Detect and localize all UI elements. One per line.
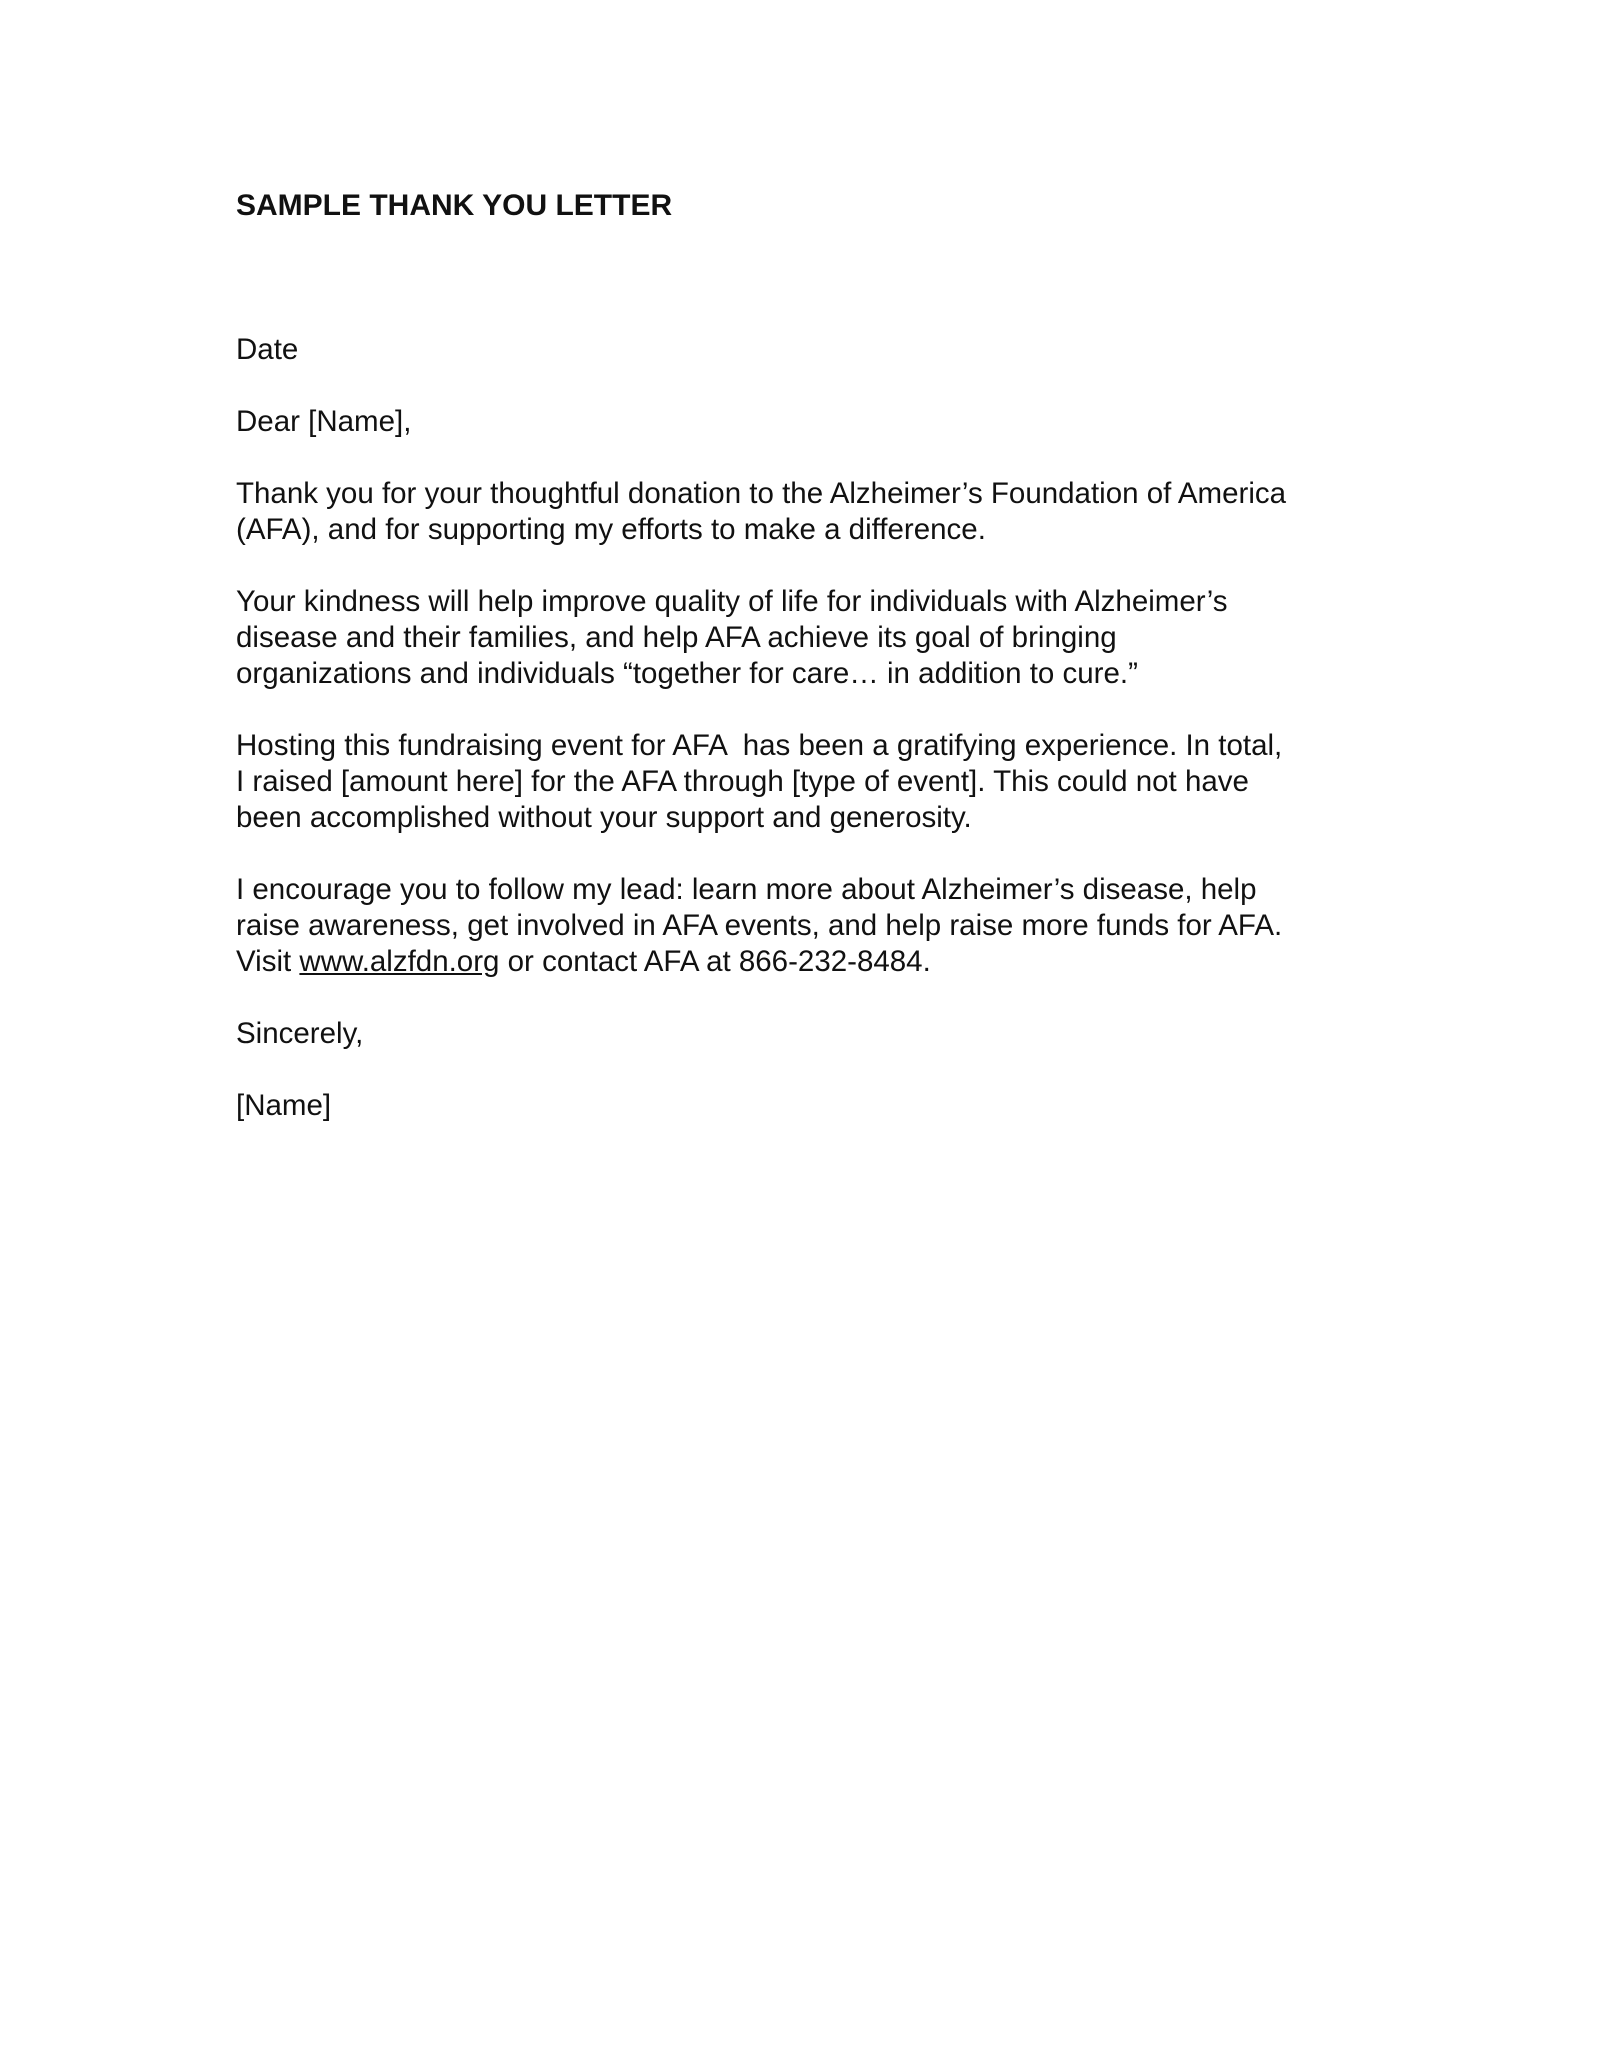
paragraph-line: been accomplished without your support and generosity. [236,801,972,834]
paragraph-line: Hosting this fundraising event for AFA has been a gratifying experience. In total, [236,729,1283,762]
paragraph-line: (AFA), and for supporting my efforts to make a difference. [236,513,986,546]
paragraph-thanks [236,476,1416,548]
paragraph-line: disease and their families, and help AFA achieve its goal of bringing [236,621,1117,654]
signature: [Name] [236,1089,332,1122]
paragraph-line: Your kindness will help improve quality of life for individuals with Alzheimer’s [236,585,1228,618]
paragraph-line: I encourage you to follow my lead: learn more about Alzheimer’s disease, help [236,873,1257,906]
salutation: Dear [Name], [236,405,412,438]
contact-text: or contact AFA at 866-232-8484. [499,945,931,978]
paragraph-fundraising [236,728,1416,836]
paragraph-line: Thank you for your thoughtful donation to the Alzheimer’s Foundation of America [236,477,1287,510]
paragraph-line: raise awareness, get involved in AFA events, and help raise more funds for AFA. [236,909,1283,942]
paragraph-kindness [236,584,1416,692]
paragraph-line: organizations and individuals “together for care… in addition to cure.” [236,657,1138,690]
closing: Sincerely, [236,1017,364,1050]
paragraph-encourage [236,872,1416,980]
date-line: Date [236,333,299,366]
letter-body [236,188,1416,1124]
website-link[interactable]: www.alzfdn.org [299,945,500,978]
letter-title: SAMPLE THANK YOU LETTER [236,189,673,222]
paragraph-line: I raised [amount here] for the AFA through [type of event]. This could not have [236,765,1249,798]
paragraph-line-with-link [236,944,1416,980]
visit-text: Visit [236,945,300,978]
